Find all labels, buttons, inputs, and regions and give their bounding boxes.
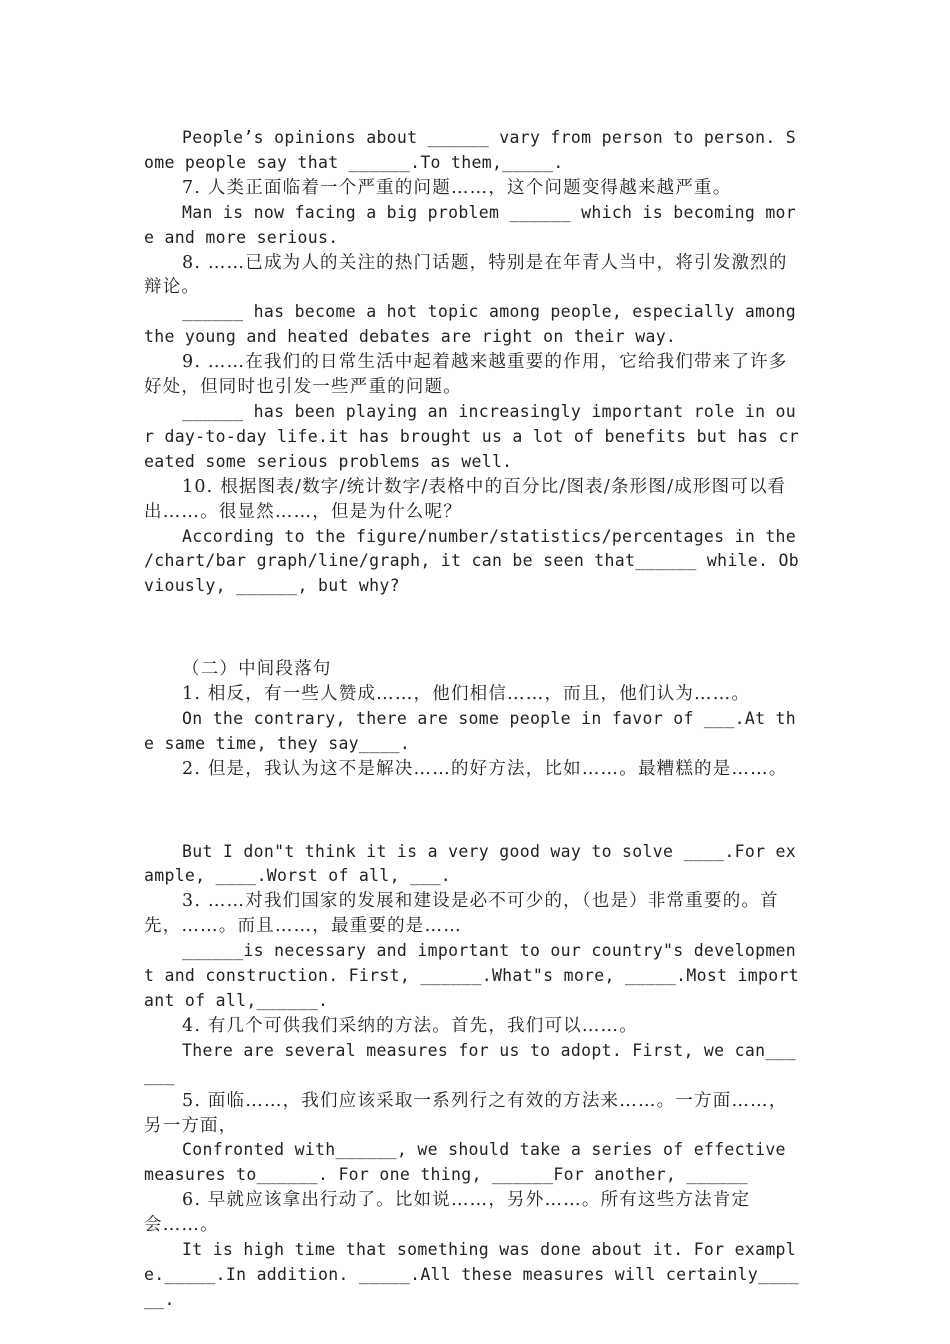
chinese-sentence: 6. 早就应该拿出行动了。比如说……，另外……。所有这些方法肯定会……。	[144, 1190, 751, 1236]
english-sentence: But I don"t think it is a very good way to solve ____.For example, ____.Worst of all, ___.	[144, 841, 797, 886]
chinese-sentence: 1. 相反，有一些人赞成……，他们相信……，而且，他们认为……。	[182, 684, 751, 705]
blank-line	[144, 798, 806, 823]
chinese-sentence: 8. ……已成为人的关注的热门话题，特别是在年青人当中，将引发激烈的辩论。	[144, 252, 788, 298]
english-sentence: Confronted with______, we should take a series of effective measures to______. For one thing, ______For another, ______	[144, 1140, 786, 1185]
english-sentence: Man is now facing a big problem ______ which is becoming more and more serious.	[144, 202, 797, 247]
english-sentence: On the contrary, there are some people in favor of ___.At the same time, they say____.	[144, 708, 797, 753]
english-sentence: There are several measures for us to adopt. First, we can______	[144, 1040, 797, 1085]
chinese-sentence: （二）中间段落句	[182, 659, 332, 680]
chinese-sentence: 3. ……对我们国家的发展和建设是必不可少的，（也是）非常重要的。首先，……。而且……，最重要的是……	[144, 891, 779, 937]
english-sentence: According to the figure/number/statistics/percentages in the /chart/bar graph/line/graph, it can be seen that______ while. Obviously, ______, but why?	[144, 526, 799, 596]
chinese-sentence: 10. 根据图表/数字/统计数字/表格中的百分比/图表/条形图/成形图可以看出……。很显然……，但是为什么呢？	[144, 476, 787, 522]
blank-line	[144, 616, 806, 641]
chinese-sentence: 4. 有几个可供我们采纳的方法。首先，我们可以……。	[182, 1015, 638, 1036]
english-sentence: ______ has been playing an increasingly important role in our day-to-day life.it has brought us a lot of benefits but has created some serious problems as well.	[144, 401, 799, 471]
english-sentence: ______is necessary and important to our country"s development and construction. First, ______.What"s more, _____.Most important of all,______.	[144, 941, 799, 1010]
chinese-sentence: 9. ……在我们的日常生活中起着越来越重要的作用，它给我们带来了许多好处，但同时也引发一些严重的问题。	[144, 352, 788, 398]
english-sentence: People’s opinions about ______ vary from person to person. Some people say that ______.To them,_____.	[144, 128, 797, 172]
english-sentence: It is high time that something was done about it. For example._____.In addition. _____.All these measures will certainly______.	[144, 1240, 799, 1309]
document-body	[144, 126, 806, 1313]
chinese-sentence: 2. 但是，我认为这不是解决……的好方法，比如……。最糟糕的是……。	[182, 758, 788, 779]
english-sentence: ______ has become a hot topic among people, especially among the young and heated debates are right on their way.	[144, 302, 797, 347]
chinese-sentence: 5. 面临……，我们应该采取一系列行之有效的方法来……。一方面……，另一方面，	[144, 1090, 788, 1136]
chinese-sentence: 7. 人类正面临着一个严重的问题……，这个问题变得越来越严重。	[182, 177, 732, 198]
